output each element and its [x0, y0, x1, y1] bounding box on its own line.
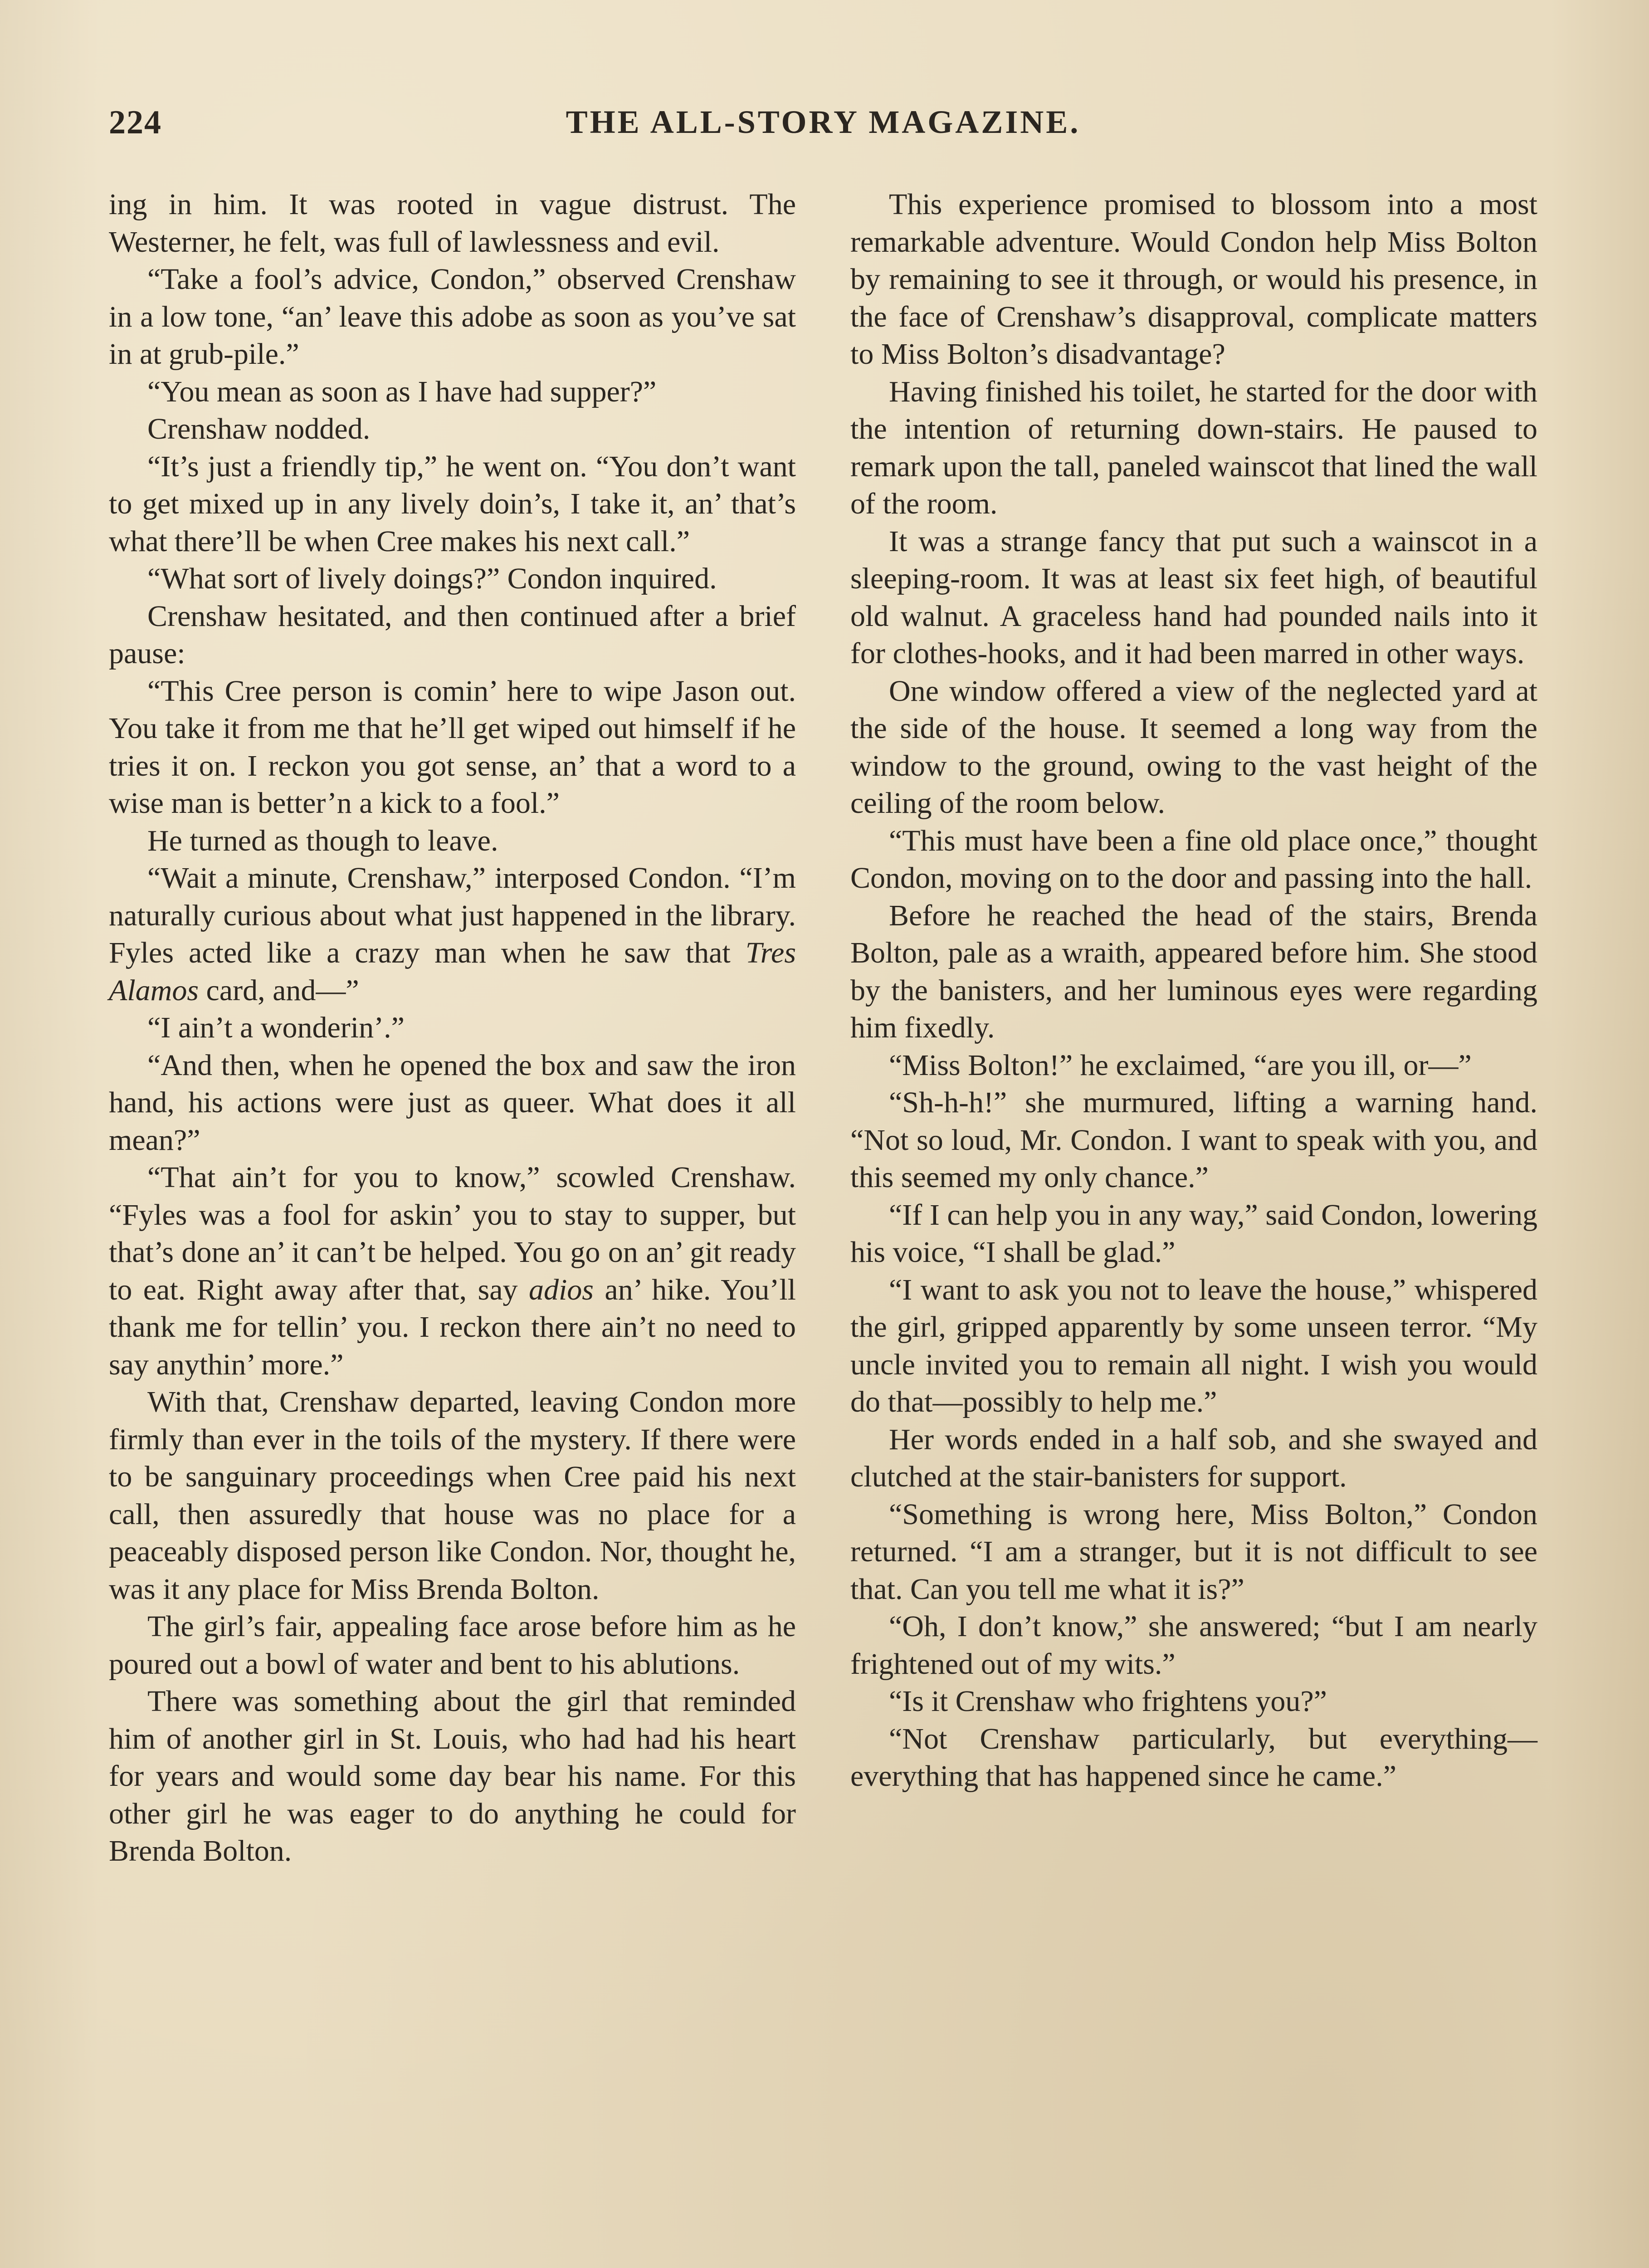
italic-text: adios	[528, 1273, 594, 1306]
paragraph-text: an’ hike. You’ll thank me for tellin’ you. I reckon there ain’t no need to say anythin’ more.”	[109, 1273, 796, 1381]
left-column	[109, 186, 796, 1870]
paragraph: He turned as though to leave.	[147, 824, 498, 857]
paragraph: With that, Crenshaw departed, leaving Condon more firmly than ever in the toils of the mystery. If there were to be sanguinary proceedings when Cree paid his next call, then assuredly that house was no place for a peaceably disposed person like Condon. Nor, thought he, was it any place for Miss Brenda Bolton.	[109, 1385, 796, 1606]
paragraph: “Something is wrong here, Miss Bolton,” Condon returned. “I am a stranger, but it is not difficult to see that. Can you tell me what it is?”	[850, 1497, 1537, 1606]
paragraph: “Take a fool’s advice, Condon,” observed Crenshaw in a low tone, “an’ leave this adobe as soon as you’ve sat in at grub-pile.”	[109, 263, 796, 371]
paragraph: Having finished his toilet, he started for the door with the intention of returning down-stairs. He paused to remark upon the tall, paneled wainscot that lined the wall of the room.	[850, 375, 1537, 520]
page-number: 224	[109, 104, 162, 141]
italic-text: Tres Alamos	[109, 936, 796, 1007]
paragraph: It was a strange fancy that put such a wainscot in a sleeping-room. It was at least six feet high, of beautiful old walnut. A graceless hand had pounded nails into it for clothes-hooks, and it had been marred in other ways.	[850, 524, 1537, 670]
paragraph-text: “Wait a minute, Crenshaw,” interposed Condon. “I’m naturally curious about what just happened in the library. Fyles acted like a crazy man when he saw that	[109, 861, 796, 969]
paragraph: “Is it Crenshaw who frightens you?”	[889, 1685, 1327, 1718]
paragraph	[109, 860, 796, 1009]
paragraph-text: “That ain’t for you to know,” scowled Crenshaw. “Fyles was a fool for askin’ you to stay to supper, but that’s done an’ it can’t be helped. You go on an’ git ready to eat. Right away after that, say	[109, 1161, 796, 1306]
paragraph: “I ain’t a wonderin’.”	[147, 1011, 405, 1044]
paragraph: Her words ended in a half sob, and she swayed and clutched at the stair-banisters for support.	[850, 1422, 1537, 1493]
paragraph: “You mean as soon as I have had supper?”	[147, 375, 657, 408]
paragraph: ing in him. It was rooted in vague distrust. The Westerner, he felt, was full of lawlessness and evil.	[109, 188, 796, 259]
paragraph: “Miss Bolton!” he exclaimed, “are you ill, or—”	[889, 1048, 1472, 1082]
paragraph: “Sh-h-h!” she murmured, lifting a warning hand. “Not so loud, Mr. Condon. I want to speak with you, and this seemed my only chance.”	[850, 1086, 1537, 1194]
paragraph: “This must have been a fine old place once,” thought Condon, moving on to the door and passing into the hall.	[850, 824, 1537, 894]
paragraph: “Not Crenshaw particularly, but everything—everything that has happened since he came.”	[850, 1722, 1537, 1793]
paragraph	[109, 1159, 796, 1383]
paragraph: “It’s just a friendly tip,” he went on. “You don’t want to get mixed up in any lively doin’s, I take it, an’ that’s what there’ll be when Cree makes his next call.”	[109, 450, 796, 558]
paragraph: Before he reached the head of the stairs, Brenda Bolton, pale as a wraith, appeared before him. She stood by the banisters, and her luminous eyes were regarding him fixedly.	[850, 899, 1537, 1044]
paragraph: “Oh, I don’t know,” she answered; “but I am nearly frightened out of my wits.”	[850, 1610, 1537, 1681]
paragraph: There was something about the girl that reminded him of another girl in St. Louis, who had had his heart for years and would some day bear his name. For this other girl he was eager to do anything he could for Brenda Bolton.	[109, 1685, 796, 1867]
paragraph: Crenshaw hesitated, and then continued after a brief pause:	[109, 599, 796, 670]
paragraph: Crenshaw nodded.	[147, 412, 371, 445]
paragraph: “This Cree person is comin’ here to wipe Jason out. You take it from me that he’ll get wiped out himself if he tries it on. I reckon you got sense, an’ that a word to a wise man is better’n a kick to a fool.”	[109, 674, 796, 820]
paragraph: The girl’s fair, appealing face arose before him as he poured out a bowl of water and bent to his ablutions.	[109, 1610, 796, 1681]
paragraph-text: card, and—”	[199, 973, 359, 1007]
magazine-page	[109, 91, 1537, 2268]
paragraph: “I want to ask you not to leave the house,” whispered the girl, gripped apparently by some unseen terror. “My uncle invited you to remain all night. I wish you would do that—possibly to help me.”	[850, 1273, 1537, 1418]
magazine-title: THE ALL-STORY MAGAZINE.	[566, 104, 1081, 140]
paragraph: “And then, when he opened the box and saw the iron hand, his actions were just as queer. What does it all mean?”	[109, 1048, 796, 1157]
paragraph: One window offered a view of the neglected yard at the side of the house. It seemed a long way from the window to the ground, owing to the vast height of the ceiling of the room below.	[850, 674, 1537, 820]
paragraph: “If I can help you in any way,” said Condon, lowering his voice, “I shall be glad.”	[850, 1198, 1537, 1269]
paragraph: “What sort of lively doings?” Condon inquired.	[147, 562, 717, 595]
running-head	[109, 103, 1537, 149]
right-column	[850, 186, 1537, 1795]
paragraph: This experience promised to blossom into a most remarkable adventure. Would Condon help Miss Bolton by remaining to see it through, or would his presence, in the face of Crenshaw’s disapproval, complicate matters to Miss Bolton’s disadvantage?	[850, 188, 1537, 371]
